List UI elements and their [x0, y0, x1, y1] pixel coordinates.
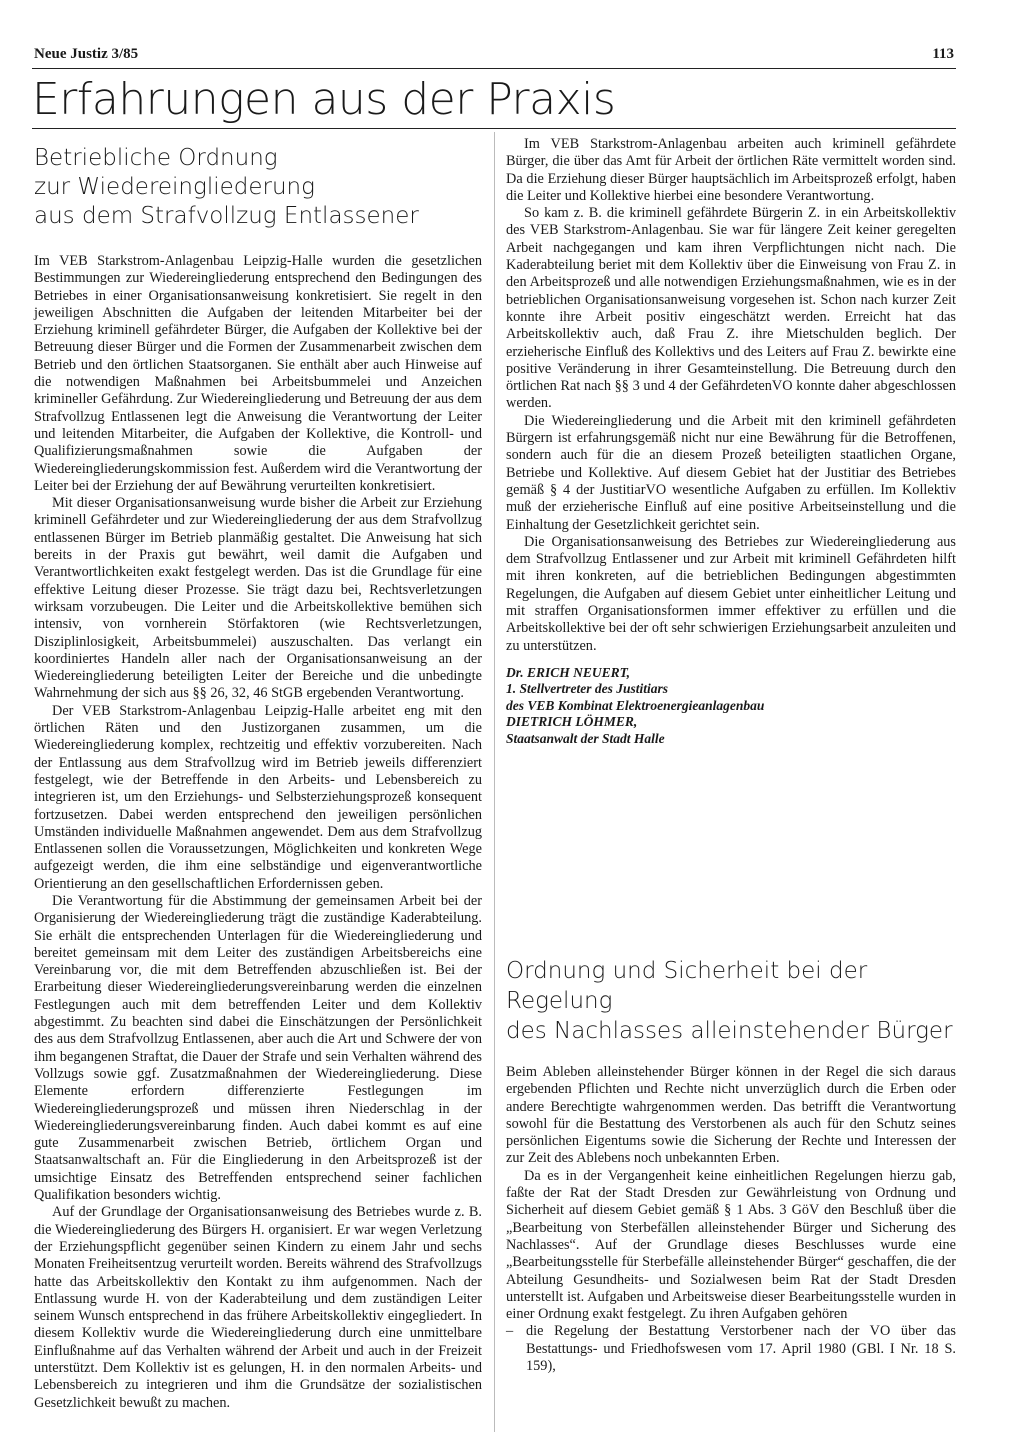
article1-title-line: Betriebliche Ordnung: [34, 145, 278, 171]
running-header: [34, 46, 954, 66]
section-title: Erfahrungen aus der Praxis: [32, 74, 616, 125]
header-rule: [32, 68, 956, 69]
article2-paragraph: Beim Ableben alleinstehender Bürger können in der Regel die sich daraus ergebenden Pflichten und Rechte nicht unverzüglich durch die Erben oder andere Berechtigte wahrgenommen werden. Das betrifft die Verantwortung sowohl für die Bestattung des Verstorbenen als auch für den Schutz seines persönlichen Eigentums sowie die Sicherung der Rechte und Interessen der zur Zeit des Ablebens noch unbekannten Erben.: [506, 1064, 956, 1167]
author-title: des VEB Kombinat Elektroenergieanlagenbau: [506, 697, 765, 713]
article1-title: [34, 144, 482, 231]
right-column: [506, 136, 956, 747]
article2-title: [506, 956, 956, 1046]
author-name: Dr. ERICH NEUERT,: [506, 664, 631, 680]
list-item: [506, 1323, 956, 1375]
left-column: [34, 136, 482, 1412]
article2: [506, 956, 956, 1375]
article1-paragraph: Die Organisationsanweisung des Betriebes zur Wiedereingliederung aus dem Strafvollzug Entlassener und zur Arbeit mit kriminell Gefährdeten hilft mit ihren konkreten, auf die betrieblichen Bedingungen abgestimmten Regelungen, die Aufgaben auf diesem Gebiet unter einheitlicher Leitung und mit straffen Organisationsformen immer effektiver zu erfüllen und die Arbeitskollektive bei der oft sehr schwierigen Erziehungsarbeit anzuleiten und zu unterstützen.: [506, 533, 956, 654]
column-divider: [494, 132, 495, 1432]
article1-paragraph: So kam z. B. die kriminell gefährdete Bürgerin Z. in ein Arbeitskollektiv des VEB Starkstrom-Anlagenbau. Sie war für längere Zeit keiner geregelten Arbeit nachgegangen und kam ihren Verpflichtungen nicht nach. Die Kaderabteilung beriet mit dem Kollektiv über die Einweisung von Frau Z. in den Arbeitsprozeß und alle notwendigen Erziehungsmaßnahmen, wie es in der betrieblichen Organisationsanweisung vorgesehen ist. Schon nach kurzer Zeit konnte ihre Arbeit positiv eingeschätzt werden. Erreicht hat das Arbeitskollektiv auch, daß Frau Z. ihre Mietschulden beglich. Der erzieherische Einfluß des Kollektivs und des Leiters auf Frau Z. bewirkte eine positive Veränderung in ihrer Gesamteinstellung. Die Betreuung durch den örtlichen Rat nach §§ 3 und 4 der GefährdetenVO konnte daher abgeschlossen werden.: [506, 205, 956, 412]
section-rule: [32, 128, 956, 129]
article1-paragraph: Der VEB Starkstrom-Anlagenbau Leipzig-Halle arbeitet eng mit den örtlichen Räten und den Justizorganen zusammen, um die Wiedereingliederung komplex, rechtzeitig und effektiv vorzubereiten. Nach der Entlassung aus dem Strafvollzug wird im Betrieb jeweils differenziert festgelegt, wie der Betreffende in den Arbeits- und Lebensbereich zu integrieren ist, um den Erziehungs- und Selbsterziehungsprozeß konsequent fortzusetzen. Dabei werden entsprechend den jeweiligen persönlichen Umständen individuelle Maßnahmen angewendet. Dem aus dem Strafvollzug Entlassenen sollen die Voraussetzungen, Möglichkeiten und konkreten Wege aufgezeigt werden, die ihm eine selbständige und eigenverantwortliche Orientierung an den gesellschaftlichen Erfordernissen geben.: [34, 702, 482, 892]
article2-title-line: des Nachlasses alleinstehender Bürger: [506, 1018, 953, 1044]
article1-paragraph: Die Verantwortung für die Abstimmung der gemeinsamen Arbeit bei der Organisierung der Wiedereingliederung trägt die zuständige Kaderabteilung. Sie erhält die entsprechenden Unterlagen für die Wiedereingliederung und bereitet gemeinsam mit dem Leiter des zuständigen Arbeitsbereichs eine Vereinbarung vor, die mit dem Betreffenden abzuschließen ist. Bei der Erarbeitung dieser Wiedereingliederungsvereinbarung werden die einzelnen Festlegungen auch mit dem betreffenden Leiter und dem Kollektiv abgestimmt. Zu beachten sind dabei die Einschätzungen der Persönlichkeit des aus dem Strafvollzug Entlassenen, aber auch die Art und Schwere der von ihm begangenen Straftat, die Dauer der Strafe und sein Verhalten während des Vollzugs sowie ggf. Zusatzmaßnahmen der Wiedereingliederung. Diese Elemente erfordern differenzierte Festlegungen im Wiedereingliederungsprozeß und müssen ihren Niederschlag in der Wiedereingliederungsvereinbarung finden. Auch dabei kommt es auf eine gute Zusammenarbeit zwischen Betrieb, örtlichem Organ und Staatsanwaltschaft an. Für die Eingliederung in den Arbeitsprozeß ist der umsichtige Einsatz des Betreffenden entsprechend seiner fachlichen Qualifikation besonders wichtig.: [34, 892, 482, 1204]
article1-paragraph: Die Wiedereingliederung und die Arbeit mit den kriminell gefährdeten Bürgern ist erfahrungsgemäß nicht nur eine Bewährung für die Betroffenen, sondern auch für die an diesem Prozeß beteiligten staatlichen Organe, Betriebe und Kollektive. Auf diesem Gebiet hat der Justitiar des Betriebes gemäß § 4 der JustitiarVO wesentliche Aufgaben zu erfüllen. Im Kollektiv muß der erzieherische Einfluß auf eine positive Arbeitseinstellung und die Einhaltung der Gesetzlichkeit gerichtet sein.: [506, 412, 956, 533]
article1-paragraph: Im VEB Starkstrom-Anlagenbau Leipzig-Halle wurden die gesetzlichen Bestimmungen zur Wiedereingliederung entsprechend den Bedingungen des Betriebes in einer Organisationsanweisung konkretisiert. Sie regelt in den jeweiligen Abschnitten die Aufgaben der leitenden Mitarbeiter bei der Erziehung kriminell gefährdeter Bürger, die Aufgaben der Kollektive bei der Betreuung dieser Bürger und die Formen der Zusammenarbeit zwischen dem Betrieb und den örtlichen Staatsorganen. Sie enthält aber auch Hinweise auf die notwendigen Maßnahmen bei Arbeitsbummelei und Anzeichen krimineller Gefährdung. Zur Wiedereingliederung und Betreuung der aus dem Strafvollzug Entlassenen legt die Anweisung die Verantwortung der Leiter und leitenden Mitarbeiter, die Aufgaben der Kollektive, die Kontroll- und Qualifizierungsmaßnahmen sowie die Aufgaben der Wiedereingliederungskommission fest. Außerdem wird die Verantwortung der Leiter bei der Erziehung der auf Bewährung verurteilten konkretisiert.: [34, 253, 482, 494]
list-item-text: die Regelung der Bestattung Verstorbener nach der VO über das Bestattungs- und Friedhofswesen vom 17. April 1980 (GBl. I Nr. 18 S. 159),: [526, 1323, 956, 1375]
article1-paragraph: Auf der Grundlage der Organisationsanweisung des Betriebes wurde z. B. die Wiedereingliederung des Bürgers H. organisiert. Er war wegen Verletzung der Erziehungspflicht gegenüber seinen Kindern zu einem Jahr und sechs Monaten Freiheitsentzug verurteilt worden. Bereits während des Strafvollzugs hatte das Arbeitskollektiv den Kontakt zu ihm aufgenommen. Nach der Entlassung wurde H. von der Kaderabteilung und dem zuständigen Leiter seinem Wunsch entsprechend in das frühere Arbeitskollektiv eingegliedert. In diesem Kollektiv wurde die Wiedereingliederung durch eine unmittelbare Einflußnahme auf das Verhalten während der Arbeit und auch in der Freizeit unterstützt. Dem Kollektiv ist es gelungen, H. in den normalen Arbeits- und Lebensbereich zu integrieren und ihm die Grundsätze der sozialistischen Gesetzlichkeit bewußt zu machen.: [34, 1204, 482, 1411]
author-name: DIETRICH LÖHMER,: [506, 714, 638, 730]
article1-paragraph: Im VEB Starkstrom-Anlagenbau arbeiten auch kriminell gefährdete Bürger, die über das Amt für Arbeit der örtlichen Räte vermittelt worden sind. Da die Erziehung dieser Bürger hauptsächlich im Arbeitsprozeß erfolgt, haben die Leiter und Kollektive hierbei eine besondere Verantwortung.: [506, 136, 956, 204]
page-number: 113: [932, 46, 954, 62]
author-title: Staatsanwalt der Stadt Halle: [506, 730, 665, 746]
article1-title-line: aus dem Strafvollzug Entlassener: [34, 203, 419, 229]
article2-body: [506, 1064, 956, 1375]
article2-paragraph: Da es in der Vergangenheit keine einheitlichen Regelungen hierzu gab, faßte der Rat der Stadt Dresden zur Gewährleistung von Ordnung und Sicherheit auf diesem Gebiet gemäß § 1 Abs. 3 GöV den Beschluß über die „Bearbeitung von Sterbefällen alleinstehender Bürger und Sicherung des Nachlasses“. Auf der Grundlage dieses Beschlusses wurde eine „Bearbeitungsstelle für Sterbefälle alleinstehender Bürger“ geschaffen, die der Abteilung Gesundheits- und Sozialwesen beim Rat der Stadt Dresden unterstellt ist. Aufgaben und Arbeitsweise dieser Bearbeitungsstelle wurden in einer Ordnung exakt festgelegt. Zu ihren Aufgaben gehören: [506, 1167, 956, 1323]
list-dash: –: [506, 1323, 514, 1340]
article1-title-line: zur Wiedereingliederung: [34, 174, 315, 200]
article1-signature: [506, 665, 956, 748]
author-title: 1. Stellvertreter des Justitiars: [506, 681, 668, 697]
journal-issue: Neue Justiz 3/85: [34, 46, 139, 62]
article2-title-line: Ordnung und Sicherheit bei der Regelung: [506, 958, 868, 1014]
article1-paragraph: Mit dieser Organisationsanweisung wurde bisher die Arbeit zur Erziehung kriminell Gefährdeter und zur Wiedereingliederung der aus dem Strafvollzug entlassenen Bürger im Betrieb planmäßig gestaltet. Die Anweisung hat sich bereits in der Praxis gut bewährt, weil damit die Aufgaben und Verantwortlichkeiten exakt festgelegt werden. Das ist die Grundlage für eine effektive Leitung dieser Prozesse. Sie trägt dazu bei, Rechtsverletzungen wirksam vorzubeugen. Die Leiter und die Arbeitskollektive bemühen sich intensiv, von vornherein Störfaktoren (wie Rechtsverletzungen, Disziplinlosigkeit, Arbeitsbummelei) auszuschalten. Das verlangt ein koordiniertes Handeln aller nach der Organisationsanweisung an der Wiedereingliederung beteiligten Leiter der Bereiche und die unbedingte Wahrnehmung der sich aus §§ 26, 32, 46 StGB ergebenden Verantwortung.: [34, 495, 482, 702]
